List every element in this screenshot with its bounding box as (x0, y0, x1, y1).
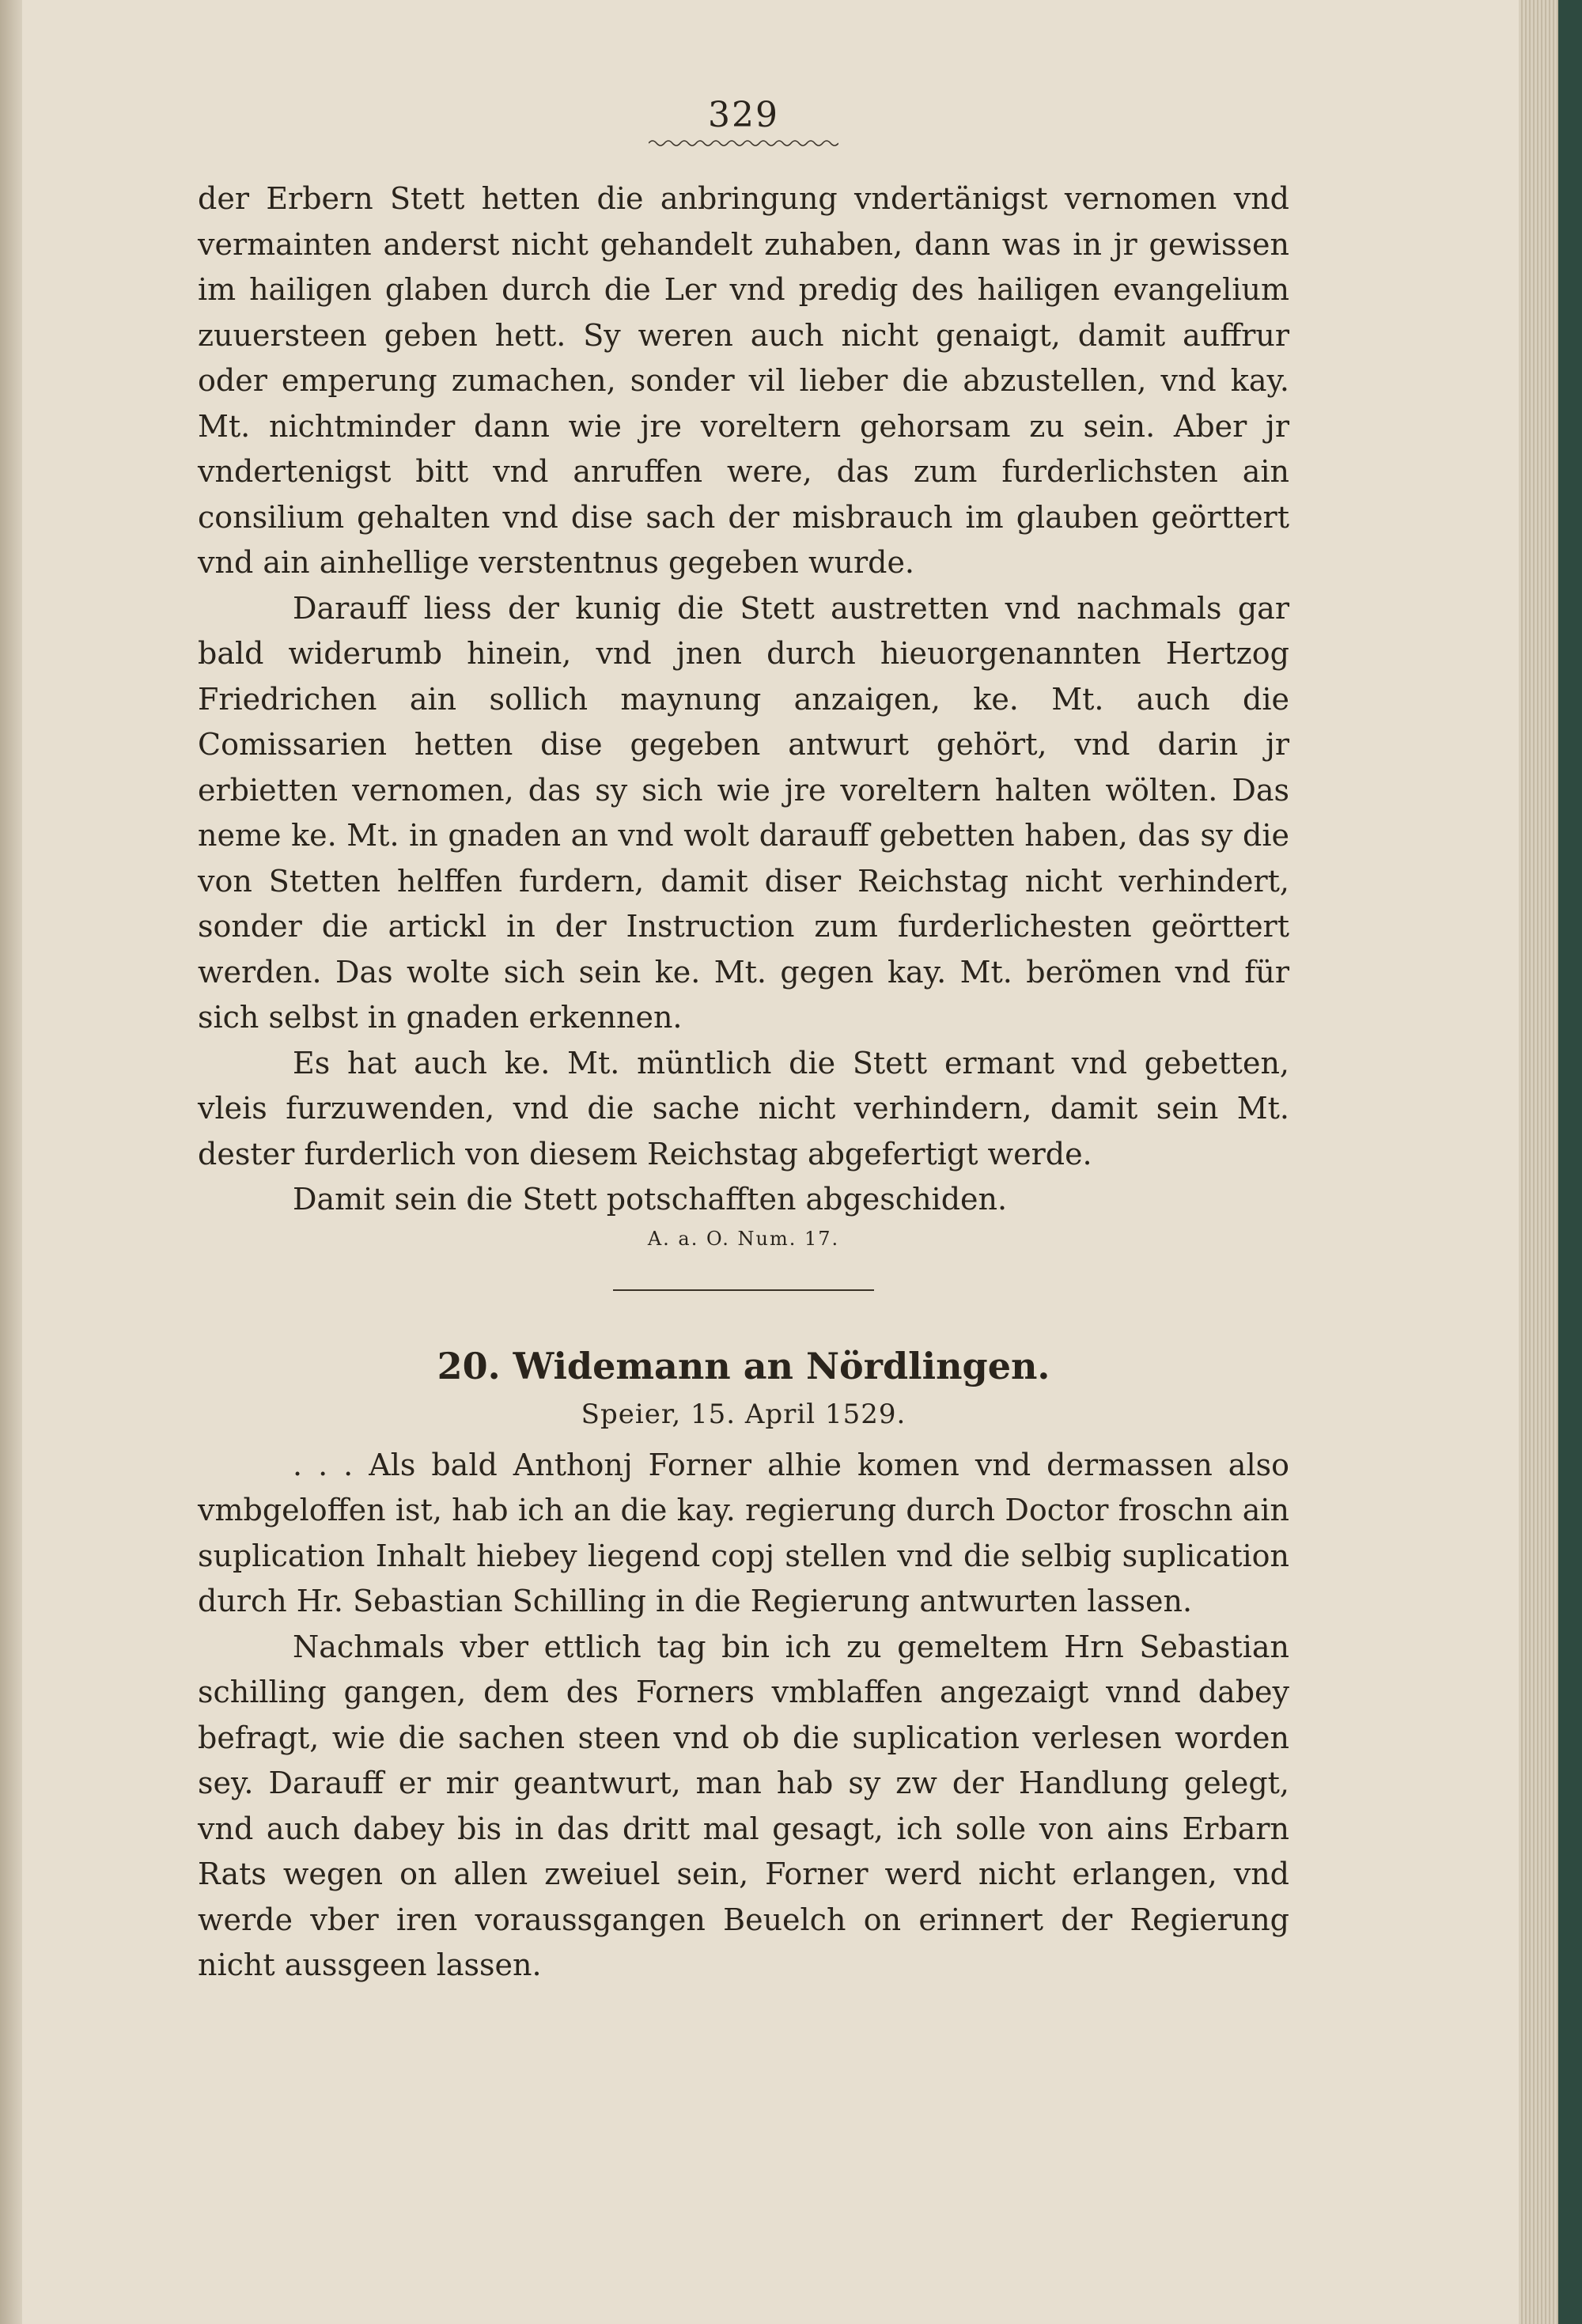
paragraph: der Erbern Stett hetten die anbringung vndertänigst vernomen vnd vermainten anderst nicht gehandelt zuhaben, dann was in jr gewissen im hailigen glaben durch die Ler vnd predig des hailigen evangelium zuuersteen geben hett. Sy weren auch nicht genaigt, damit auffrur oder emperung zumachen, sonder vil lieber die abzustellen, vnd kay. Mt. nichtminder dann wie jre voreltern gehorsam zu sein. Aber jr vndertenigst bitt vnd anruffen were, das zum furderlichsten ain consilium gehalten vnd dise sach der misbrauch im glauben geörttert vnd ain ainhellige verstentnus gegeben wurde. (198, 181, 1289, 580)
document-heading: 20. Widemann an Nördlingen. (437, 1344, 1050, 1387)
wavy-ornament (649, 138, 838, 148)
paragraph: Nachmals vber ettlich tag bin ich zu gemeltem Hrn Sebastian schilling gangen, dem des Forners vmblaffen angezaigt vnnd dabey befragt, wie die sachen steen vnd ob die suplication verlesen worden sey. Darauff er mir geantwurt, man hab sy zw der Handlung gelegt, vnd auch dabey bis in das dritt mal gesagt, ich solle von ains Erbarn Rats wegen on allen zweiuel sein, Forner werd nicht erlangen, vnd werde vber iren voraussgangen Beuelch on erinnert der Regierung nicht aussgeen lassen. (198, 1629, 1289, 1982)
paragraph: . . . Als bald Anthonj Forner alhie komen vnd dermassen also vmbgeloffen ist, hab ich an die kay. regierung durch Doctor froschn ain suplication Inhalt hiebey liegend copj stellen vnd die selbig suplication durch Hr. Sebastian Schilling in die Regierung antwurten lassen. (198, 1447, 1289, 1618)
paragraph: Damit sein die Stett potschafften abgeschiden. (293, 1182, 1008, 1217)
section-continuation (198, 176, 1289, 1223)
dateline: Speier, 15. April 1529. (581, 1398, 906, 1430)
page-content (198, 95, 1289, 1989)
book-cover-edge (1558, 0, 1582, 2324)
source-citation: A. a. O. Num. 17. (647, 1227, 840, 1250)
section-divider (613, 1289, 874, 1291)
letter-body (198, 1443, 1289, 1989)
paragraph: Es hat auch ke. Mt. müntlich die Stett ermant vnd gebetten, vleis furzuwenden, vnd die sache nicht verhindern, damit sein Mt. dester furderlich von diesem Reichstag abgefertigt werde. (198, 1045, 1289, 1171)
paragraph: Darauff liess der kunig die Stett austretten vnd nachmals gar bald widerumb hinein, vnd jnen durch hieuorgenannten Hertzog Friedrichen ain sollich maynung anzaigen, ke. Mt. auch die Comissarien hetten dise gegeben antwurt gehört, vnd darin jr erbietten vernomen, das sy sich wie jre voreltern halten wölten. Das neme ke. Mt. in gnaden an vnd wolt darauff gebetten haben, das sy die von Stetten helffen furdern, damit diser Reichstag nicht verhindert, sonder die artickl in der Instruction zum furderlichesten geörttert werden. Das wolte sich sein ke. Mt. gegen kay. Mt. berömen vnd für sich selbst in gnaden erkennen. (198, 590, 1289, 1035)
binding-gutter (0, 0, 22, 2324)
page-number: 329 (708, 95, 779, 135)
